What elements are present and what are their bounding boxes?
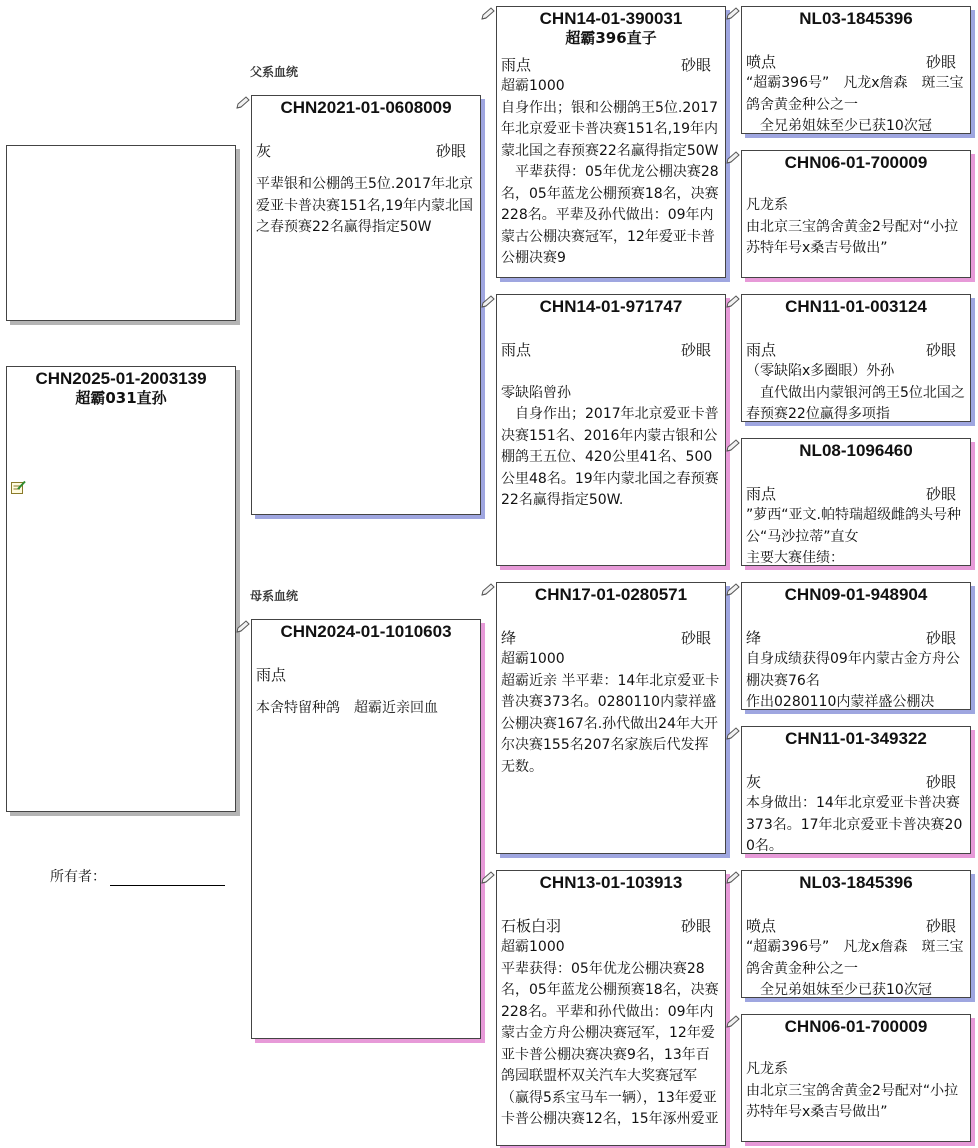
dds-color: 喷点 — [746, 917, 777, 935]
ssd-card[interactable] — [741, 150, 971, 278]
subject-card[interactable] — [6, 366, 236, 812]
ss-card[interactable] — [496, 6, 726, 278]
sdd-card[interactable] — [741, 438, 971, 566]
ds-color: 绛 — [501, 629, 517, 647]
sire-eye: 砂眼 — [435, 142, 466, 160]
sd-ring: CHN14-01-971747 — [539, 297, 683, 316]
ss-notes: 超霸1000 自身作出；银和公棚鸽王5位.2017年北京爱亚卡普决赛151名,19年内蒙北国之春预赛22名赢得指定50W 平辈获得：05年优龙公棚决赛28名，05年蓝龙公棚预赛18名，决赛228名。平辈及孙代做出：09年内蒙古公棚决赛冠军，12年爱亚卡普公棚决赛9 — [501, 78, 719, 266]
sds-eye: 砂眼 — [925, 341, 956, 359]
edit-pencil-icon[interactable] — [725, 583, 741, 597]
sdd-notes: ”萝西“亚文.帕特瑞超级雌鸽头号种公“马沙拉蒂”直女 主要大赛佳绩： — [746, 507, 961, 566]
ds-notes: 超霸1000 超霸近亲 半平辈：14年北京爱亚卡普决赛373名。0280110内蒙祥盛公棚决赛167名.孙代做出24年大开尔决赛155名207名家族后代发挥无数。 — [501, 651, 720, 775]
subject-ring: CHN2025-01-2003139 — [35, 369, 207, 388]
edit-pencil-icon[interactable] — [480, 871, 496, 885]
ddd-ring: CHN06-01-700009 — [784, 1017, 928, 1036]
edit-pencil-icon[interactable] — [725, 151, 741, 165]
dd-card[interactable] — [496, 870, 726, 1146]
ss-name: 超霸396直子 — [565, 29, 657, 47]
sds-color: 雨点 — [746, 341, 777, 359]
sds-ring: CHN11-01-003124 — [785, 297, 927, 316]
sire-line-label: 父系血统 — [250, 65, 299, 79]
dss-card[interactable] — [741, 582, 971, 710]
dsd-card[interactable] — [741, 726, 971, 854]
dds-eye: 砂眼 — [925, 917, 956, 935]
edit-pencil-icon[interactable] — [725, 439, 741, 453]
ddd-card[interactable] — [741, 1014, 971, 1142]
sds-notes: （零缺陷x多圈眼）外孙 直代做出内蒙银河鸽王5位北国之春预赛22位赢得多项指 — [746, 363, 965, 422]
ds-ring: CHN17-01-0280571 — [534, 585, 688, 604]
ddd-notes: 凡龙系 由北京三宝鸽舍黄金2号配对“小拉苏特年号x桑吉号做出” — [746, 1061, 959, 1120]
dam-notes: 本舍特留种鸽 超霸近亲回血 — [256, 700, 438, 716]
sd-card[interactable] — [496, 294, 726, 566]
owner-label: 所有者： — [50, 869, 106, 885]
sire-notes: 平辈银和公棚鸽王5位.2017年北京爱亚卡普决赛151名,19年内蒙北国之春预赛22名赢得指定50W — [256, 176, 473, 235]
sire-ring: CHN2021-01-0608009 — [280, 98, 452, 117]
photo-box — [6, 145, 236, 321]
dam-line-label: 母系血统 — [250, 589, 299, 603]
sss-eye: 砂眼 — [925, 53, 956, 71]
sdd-eye: 砂眼 — [925, 485, 956, 503]
ss-eye: 砂眼 — [680, 56, 711, 74]
sds-card[interactable] — [741, 294, 971, 422]
dds-card[interactable] — [741, 870, 971, 998]
dss-color: 绛 — [746, 629, 762, 647]
dss-ring: CHN09-01-948904 — [784, 585, 928, 604]
edit-pencil-icon[interactable] — [725, 727, 741, 741]
dsd-eye: 砂眼 — [925, 773, 956, 791]
sd-color: 雨点 — [501, 341, 532, 359]
sdd-color: 雨点 — [746, 485, 777, 503]
dsd-ring: CHN11-01-349322 — [785, 729, 927, 748]
dd-notes: 超霸1000 平辈获得：05年优龙公棚决赛28名，05年蓝龙公棚预赛18名，决赛228名。平辈和孙代做出：09年内蒙古金方舟公棚决赛冠军，12年爱亚卡普公棚决赛决赛9名，13年百鸽园联盟杯双关汽车大奖赛冠军（赢得5系宝马车一辆），13年爱亚卡普公棚决赛12名，15年涿州爱亚 — [501, 939, 719, 1127]
sss-card[interactable] — [741, 6, 971, 134]
sdd-ring: NL08-1096460 — [799, 441, 913, 460]
sire-card[interactable] — [251, 95, 481, 515]
dam-ring: CHN2024-01-1010603 — [280, 622, 452, 641]
sd-notes: 零缺陷曾孙 自身作出；2017年北京爱亚卡普决赛151名、2016年内蒙古银和公棚鸽王五位、420公里41名、500公里48名。19年内蒙北国之春预赛22名赢得指定50W. — [501, 384, 719, 508]
edit-pencil-icon[interactable] — [480, 7, 496, 21]
owner-field[interactable] — [50, 866, 225, 886]
edit-pencil-icon[interactable] — [725, 1015, 741, 1029]
ss-color: 雨点 — [501, 56, 532, 74]
edit-pencil-icon[interactable] — [725, 7, 741, 21]
edit-pencil-icon[interactable] — [480, 583, 496, 597]
sire-color: 灰 — [256, 142, 272, 160]
ss-ring: CHN14-01-390031 — [539, 9, 683, 28]
sd-eye: 砂眼 — [680, 341, 711, 359]
dss-eye: 砂眼 — [925, 629, 956, 647]
edit-pencil-icon[interactable] — [480, 295, 496, 309]
sss-color: 喷点 — [746, 53, 777, 71]
dsd-color: 灰 — [746, 773, 762, 791]
note-icon[interactable] — [11, 480, 26, 494]
dds-notes: “超霸396号” 凡龙x詹森 斑三宝鸽舍黄金种公之一 全兄弟姐妹至少已获10次冠 — [746, 939, 964, 998]
ssd-notes: 凡龙系 由北京三宝鸽舍黄金2号配对“小拉苏特年号x桑吉号做出” — [746, 197, 959, 256]
dd-color: 石板白羽 — [501, 917, 562, 935]
edit-pencil-icon[interactable] — [235, 96, 251, 110]
edit-pencil-icon[interactable] — [725, 295, 741, 309]
ssd-ring: CHN06-01-700009 — [784, 153, 928, 172]
ds-eye: 砂眼 — [680, 629, 711, 647]
dss-notes: 自身成绩获得09年内蒙古金方舟公棚决赛76名 作出0280110内蒙祥盛公棚决 — [746, 651, 960, 710]
dd-ring: CHN13-01-103913 — [539, 873, 683, 892]
dam-color: 雨点 — [256, 666, 287, 684]
dds-ring: NL03-1845396 — [799, 873, 913, 892]
dd-eye: 砂眼 — [680, 917, 711, 935]
edit-pencil-icon[interactable] — [235, 620, 251, 634]
dam-card[interactable] — [251, 619, 481, 1039]
edit-pencil-icon[interactable] — [725, 871, 741, 885]
dsd-notes: 本身做出：14年北京爱亚卡普决赛373名。17年北京爱亚卡普决赛200名。 — [746, 795, 963, 854]
sss-notes: “超霸396号” 凡龙x詹森 斑三宝鸽舍黄金种公之一 全兄弟姐妹至少已获10次冠 — [746, 75, 964, 134]
sss-ring: NL03-1845396 — [799, 9, 913, 28]
ds-card[interactable] — [496, 582, 726, 854]
subject-name: 超霸031直孙 — [75, 389, 167, 407]
